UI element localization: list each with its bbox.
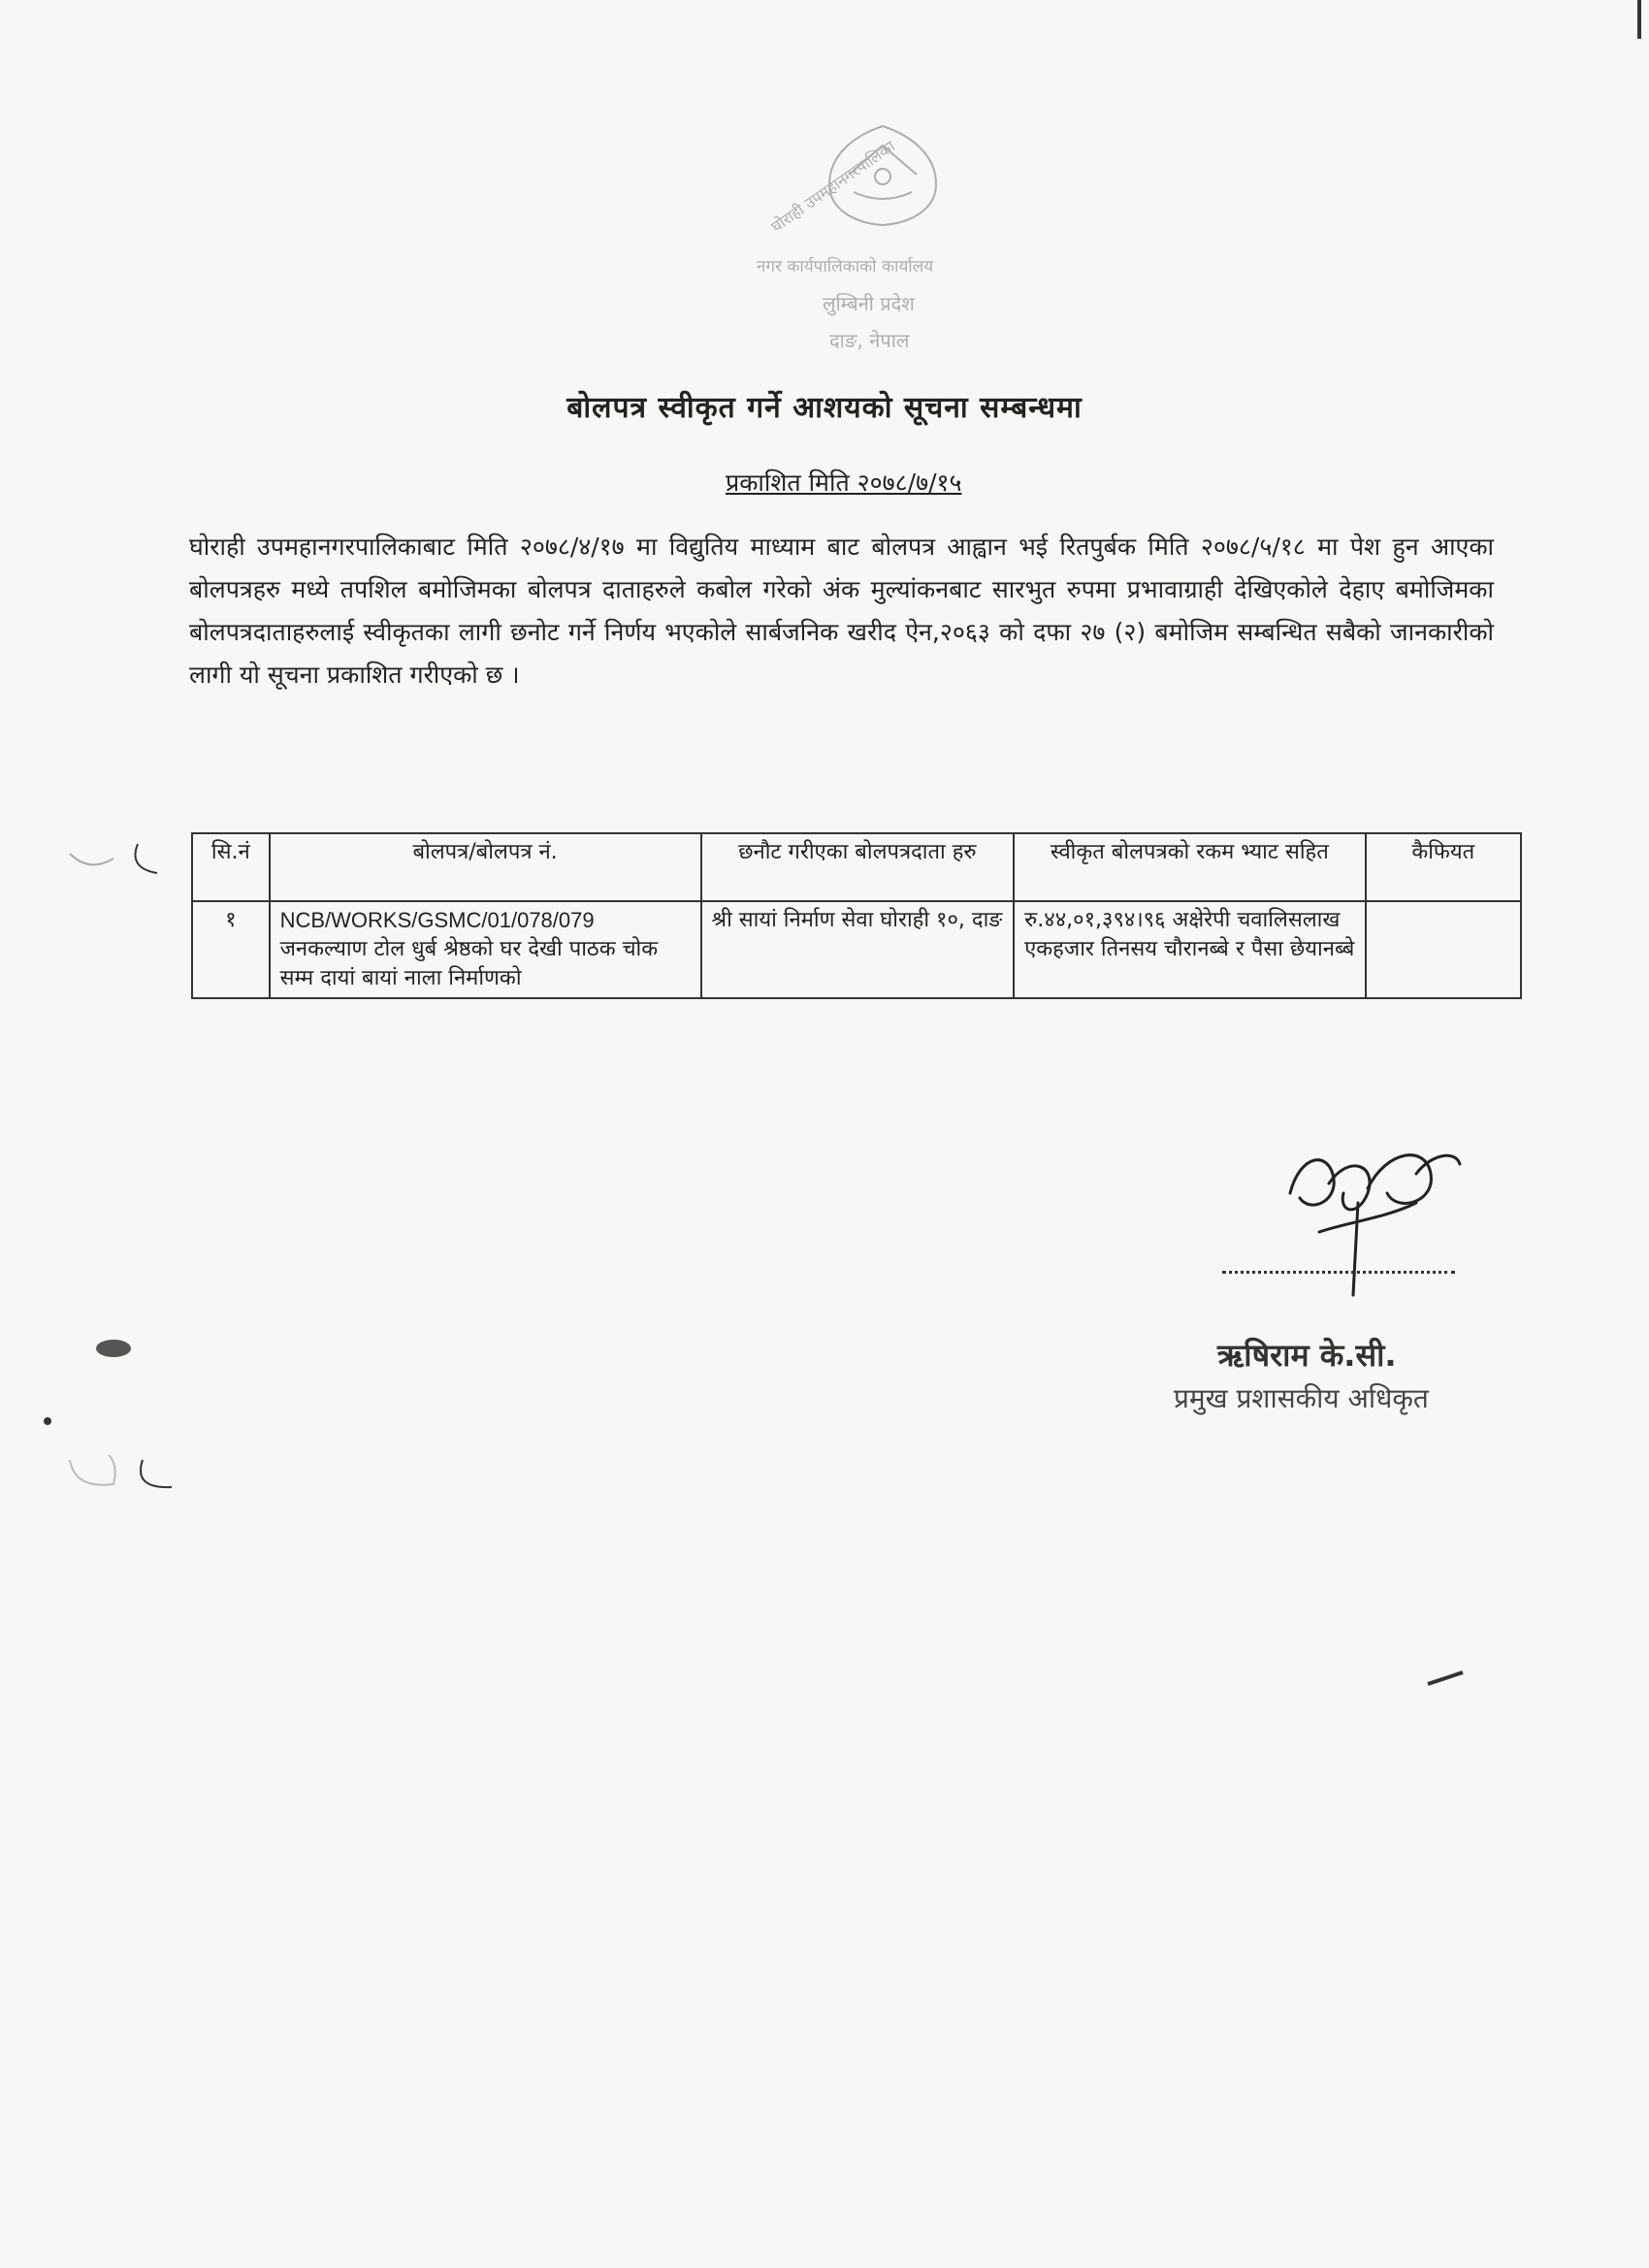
handwritten-signature: [1261, 1135, 1474, 1300]
header-bidder: छनौट गरीएका बोलपत्रदाता हरु: [701, 833, 1015, 901]
signature-line: [1222, 1271, 1455, 1274]
awards-table: [191, 832, 1522, 999]
header-remarks: कैफियत: [1366, 833, 1521, 901]
cell-bid: [270, 901, 701, 998]
office-stamp: [737, 116, 1028, 369]
ink-smudge: [1426, 1669, 1465, 1688]
header-bid: बोलपत्र/बोलपत्र नं.: [270, 833, 701, 901]
signatory-title: प्रमुख प्रशासकीय अधिकृत: [1174, 1382, 1429, 1414]
signatory-name: ऋषिराम के.सी.: [1217, 1337, 1397, 1374]
header-sn: सि.नं: [192, 833, 270, 901]
table-header-row: [192, 833, 1521, 901]
cell-bidder: श्री सायां निर्माण सेवा घोराही १०, दाङ: [701, 901, 1015, 998]
svg-text:नगर कार्यपालिकाको कार्यालय: नगर कार्यपालिकाको कार्यालय: [757, 257, 934, 276]
ink-smudge: [92, 1334, 141, 1363]
punch-hole-mark: [60, 1441, 177, 1499]
svg-text:दाङ, नेपाल: दाङ, नेपाल: [829, 329, 910, 352]
notice-body: घोराही उपमहानगरपालिकाबाट मिति २०७८/४/१७ मा विद्युतिय माध्याम बाट बोलपत्र आह्वान भई रितपुर्बक मिति २०७८/५/१८ मा पेश हुन आएका बोलपत्रहरु मध्ये तपशिल बमोजिमका बोलपत्र दाताहरुले कबोल गरेको अंक मुल्यांकनबाट सारभुत रुपमा प्रभावाग्राही देखिएकोले देहाए बमोजिमका बोलपत्रदाताहरुलाई स्वीकृतका लागी छनोट गर्ने निर्णय भएकोले सार्बजनिक खरीद ऐन,२०६३ को दफा २७ (२) बमोजिम सम्बन्धित सबैको जानकारीको लागी यो सूचना प्रकाशित गरीएको छ ।: [189, 533, 1494, 689]
notice-title: बोलपत्र स्वीकृत गर्ने आशयको सूचना सम्बन्धमा: [566, 391, 1083, 425]
bid-number: NCB/WORKS/GSMC/01/078/079: [279, 908, 595, 932]
header-amount: स्वीकृत बोलपत्रको रकम भ्याट सहित: [1014, 833, 1365, 901]
scan-speck: [43, 1416, 52, 1426]
table-row: [192, 901, 1521, 998]
cell-sn: १: [192, 901, 270, 998]
svg-text:लुम्बिनी प्रदेश: लुम्बिनी प्रदेश: [823, 292, 915, 315]
cell-amount: रु.४४,०१,३९४।९६ अक्षेरेपी चवालिसलाख एकहजार तिनसय चौरानब्बे र पैसा छेयानब्बे: [1014, 901, 1365, 998]
published-date: प्रकाशित मिति २०७८/७/१५: [726, 469, 962, 497]
punch-hole-mark: [60, 834, 177, 883]
bid-description: जनकल्याण टोल धुर्ब श्रेष्ठको घर देखी पाठक चोक सम्म दायां बायां नाला निर्माणको: [279, 937, 659, 990]
svg-text:घोराही उपमहानगरपालिका: घोराही उपमहानगरपालिका: [767, 137, 899, 237]
cell-remarks: [1366, 901, 1521, 998]
scan-speck: [1630, 0, 1649, 39]
